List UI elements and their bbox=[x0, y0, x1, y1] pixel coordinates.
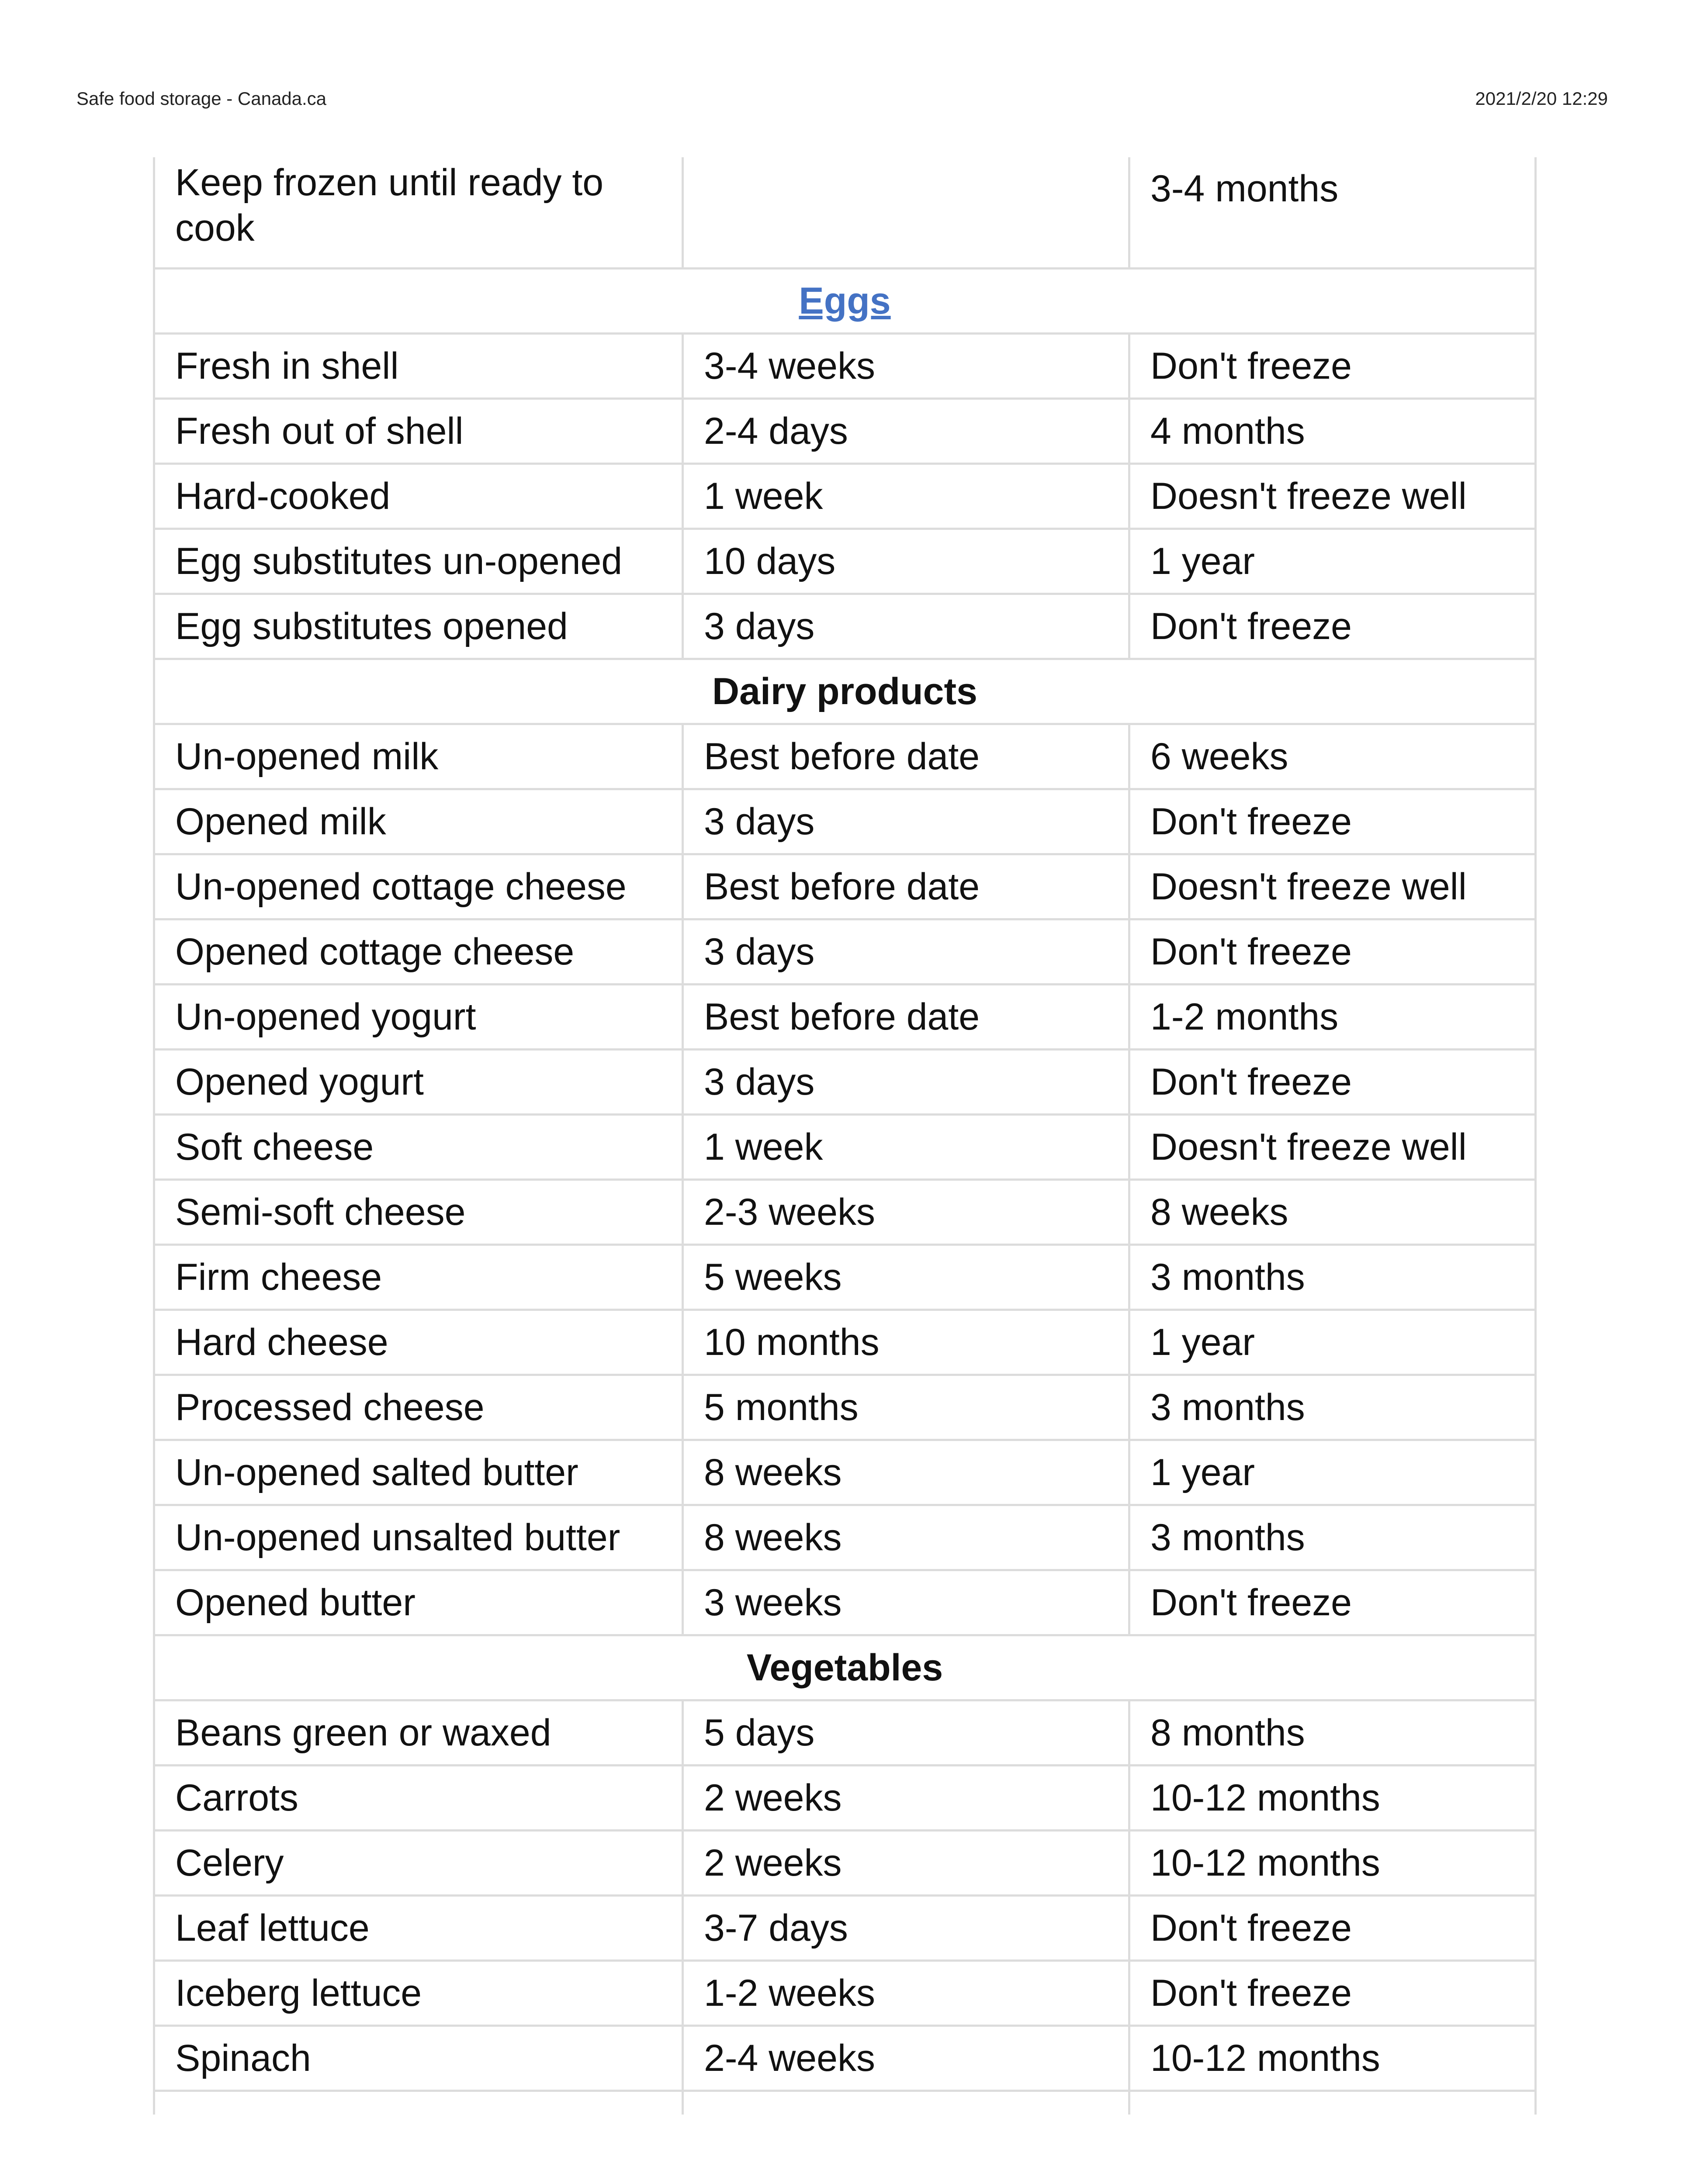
refrigerator-time-cell: 5 days bbox=[683, 1700, 1129, 1766]
refrigerator-time-cell: 2 weeks bbox=[683, 1766, 1129, 1831]
print-header-title: Safe food storage - Canada.ca bbox=[76, 88, 327, 109]
table-row-continuation bbox=[154, 2091, 1536, 2115]
refrigerator-time-cell: 2 weeks bbox=[683, 1831, 1129, 1896]
food-item-cell: Opened milk bbox=[154, 789, 683, 854]
food-item-cell: Iceberg lettuce bbox=[154, 1961, 683, 2026]
freezer-time-cell: Don't freeze bbox=[1129, 919, 1536, 985]
table-row bbox=[154, 724, 1536, 789]
table-row bbox=[154, 1505, 1536, 1570]
table-row bbox=[154, 1961, 1536, 2026]
food-item-cell: Leaf lettuce bbox=[154, 1896, 683, 1961]
freezer-time-cell: 8 weeks bbox=[1129, 1180, 1536, 1245]
refrigerator-time-cell: 1 week bbox=[683, 1115, 1129, 1180]
freezer-time-cell: 6 weeks bbox=[1129, 724, 1536, 789]
table-row bbox=[154, 529, 1536, 594]
food-item-cell: Egg substitutes opened bbox=[154, 594, 683, 659]
refrigerator-time-cell: 10 months bbox=[683, 1310, 1129, 1375]
table-row bbox=[154, 919, 1536, 985]
food-item-cell: Un-opened yogurt bbox=[154, 985, 683, 1050]
freezer-time-cell: 3-4 months bbox=[1129, 157, 1536, 269]
food-item-cell: Celery bbox=[154, 1831, 683, 1896]
table-row bbox=[154, 789, 1536, 854]
refrigerator-time-cell: 3 days bbox=[683, 789, 1129, 854]
refrigerator-time-cell: Best before date bbox=[683, 724, 1129, 789]
table-row bbox=[154, 1700, 1536, 1766]
refrigerator-time-cell: 2-3 weeks bbox=[683, 1180, 1129, 1245]
freezer-time-cell: Don't freeze bbox=[1129, 334, 1536, 399]
freezer-time-cell: 1-2 months bbox=[1129, 985, 1536, 1050]
freezer-time-cell: Don't freeze bbox=[1129, 1896, 1536, 1961]
food-item-cell: Hard cheese bbox=[154, 1310, 683, 1375]
section-title: Vegetables bbox=[746, 1647, 943, 1689]
refrigerator-time-cell: 5 months bbox=[683, 1375, 1129, 1440]
refrigerator-time-cell: 2-4 weeks bbox=[683, 2026, 1129, 2091]
freezer-time-cell: 10-12 months bbox=[1129, 1766, 1536, 1831]
freezer-time-cell: 4 months bbox=[1129, 399, 1536, 464]
refrigerator-time-cell: 10 days bbox=[683, 529, 1129, 594]
table-row bbox=[154, 1766, 1536, 1831]
table-row bbox=[154, 1245, 1536, 1310]
table-row bbox=[154, 1896, 1536, 1961]
food-item-cell: Carrots bbox=[154, 1766, 683, 1831]
food-item-cell: Un-opened unsalted butter bbox=[154, 1505, 683, 1570]
table-row bbox=[154, 854, 1536, 919]
freezer-time-cell: Don't freeze bbox=[1129, 789, 1536, 854]
food-item-cell: Semi-soft cheese bbox=[154, 1180, 683, 1245]
refrigerator-time-cell: 2-4 days bbox=[683, 399, 1129, 464]
section-header-cell bbox=[154, 659, 1536, 724]
food-item-cell: Soft cheese bbox=[154, 1115, 683, 1180]
refrigerator-time-cell: 8 weeks bbox=[683, 1505, 1129, 1570]
section-header-row bbox=[154, 659, 1536, 724]
table-row bbox=[154, 1831, 1536, 1896]
refrigerator-time-cell: 5 weeks bbox=[683, 1245, 1129, 1310]
table-row bbox=[154, 1375, 1536, 1440]
empty-cell bbox=[683, 2091, 1129, 2115]
freezer-time-cell: Doesn't freeze well bbox=[1129, 464, 1536, 529]
freezer-time-cell: Don't freeze bbox=[1129, 1050, 1536, 1115]
refrigerator-time-cell: 3-4 weeks bbox=[683, 334, 1129, 399]
refrigerator-time-cell: 3 days bbox=[683, 919, 1129, 985]
table-row bbox=[154, 985, 1536, 1050]
freezer-time-cell: 8 months bbox=[1129, 1700, 1536, 1766]
table-row bbox=[154, 157, 1536, 269]
table-row bbox=[154, 334, 1536, 399]
food-item-cell: Firm cheese bbox=[154, 1245, 683, 1310]
table-row bbox=[154, 1310, 1536, 1375]
freezer-time-cell: Don't freeze bbox=[1129, 594, 1536, 659]
freezer-time-cell: 3 months bbox=[1129, 1375, 1536, 1440]
refrigerator-time-cell: 1 week bbox=[683, 464, 1129, 529]
refrigerator-time-cell: 3 days bbox=[683, 1050, 1129, 1115]
food-item-cell: Processed cheese bbox=[154, 1375, 683, 1440]
freezer-time-cell: Doesn't freeze well bbox=[1129, 1115, 1536, 1180]
food-item-cell: Fresh in shell bbox=[154, 334, 683, 399]
freezer-time-cell: 1 year bbox=[1129, 1310, 1536, 1375]
food-item-cell: Hard-cooked bbox=[154, 464, 683, 529]
refrigerator-time-cell: Best before date bbox=[683, 985, 1129, 1050]
table-row bbox=[154, 1050, 1536, 1115]
refrigerator-time-cell: 3-7 days bbox=[683, 1896, 1129, 1961]
freezer-time-cell: Don't freeze bbox=[1129, 1570, 1536, 1635]
freezer-time-cell: 10-12 months bbox=[1129, 2026, 1536, 2091]
food-storage-table-area bbox=[153, 157, 1534, 2167]
table-row bbox=[154, 594, 1536, 659]
food-item-cell: Egg substitutes un-opened bbox=[154, 529, 683, 594]
food-storage-table-body bbox=[154, 157, 1536, 2115]
table-row bbox=[154, 1570, 1536, 1635]
freezer-time-cell: 3 months bbox=[1129, 1245, 1536, 1310]
freezer-time-cell: 1 year bbox=[1129, 529, 1536, 594]
table-row bbox=[154, 1115, 1536, 1180]
table-row bbox=[154, 1440, 1536, 1505]
food-item-cell: Fresh out of shell bbox=[154, 399, 683, 464]
freezer-time-cell: Don't freeze bbox=[1129, 1961, 1536, 2026]
section-title-link[interactable]: Eggs bbox=[799, 280, 891, 322]
table-row bbox=[154, 1180, 1536, 1245]
freezer-time-cell: 1 year bbox=[1129, 1440, 1536, 1505]
refrigerator-time-cell: 3 weeks bbox=[683, 1570, 1129, 1635]
food-item-cell: Spinach bbox=[154, 2026, 683, 2091]
freezer-time-cell: 3 months bbox=[1129, 1505, 1536, 1570]
refrigerator-time-cell: 1-2 weeks bbox=[683, 1961, 1129, 2026]
food-item-cell: Un-opened milk bbox=[154, 724, 683, 789]
food-item-cell: Keep frozen until ready to cook bbox=[154, 157, 683, 269]
table-row bbox=[154, 399, 1536, 464]
food-item-cell: Opened butter bbox=[154, 1570, 683, 1635]
table-row bbox=[154, 2026, 1536, 2091]
refrigerator-time-cell: 8 weeks bbox=[683, 1440, 1129, 1505]
food-storage-table bbox=[153, 157, 1537, 2115]
section-header-row bbox=[154, 269, 1536, 334]
refrigerator-time-cell: 3 days bbox=[683, 594, 1129, 659]
food-item-cell: Opened cottage cheese bbox=[154, 919, 683, 985]
empty-cell bbox=[154, 2091, 683, 2115]
food-item-cell: Un-opened salted butter bbox=[154, 1440, 683, 1505]
section-header-cell bbox=[154, 1635, 1536, 1700]
print-header-datetime: 2021/2/20 12:29 bbox=[1475, 88, 1608, 109]
freezer-time-cell: 10-12 months bbox=[1129, 1831, 1536, 1896]
freezer-time-cell: Doesn't freeze well bbox=[1129, 854, 1536, 919]
section-header-cell bbox=[154, 269, 1536, 334]
food-item-cell: Beans green or waxed bbox=[154, 1700, 683, 1766]
section-title: Dairy products bbox=[712, 670, 977, 712]
refrigerator-time-cell bbox=[683, 157, 1129, 269]
empty-cell bbox=[1129, 2091, 1536, 2115]
table-row bbox=[154, 464, 1536, 529]
food-item-cell: Opened yogurt bbox=[154, 1050, 683, 1115]
refrigerator-time-cell: Best before date bbox=[683, 854, 1129, 919]
food-item-cell: Un-opened cottage cheese bbox=[154, 854, 683, 919]
section-header-row bbox=[154, 1635, 1536, 1700]
